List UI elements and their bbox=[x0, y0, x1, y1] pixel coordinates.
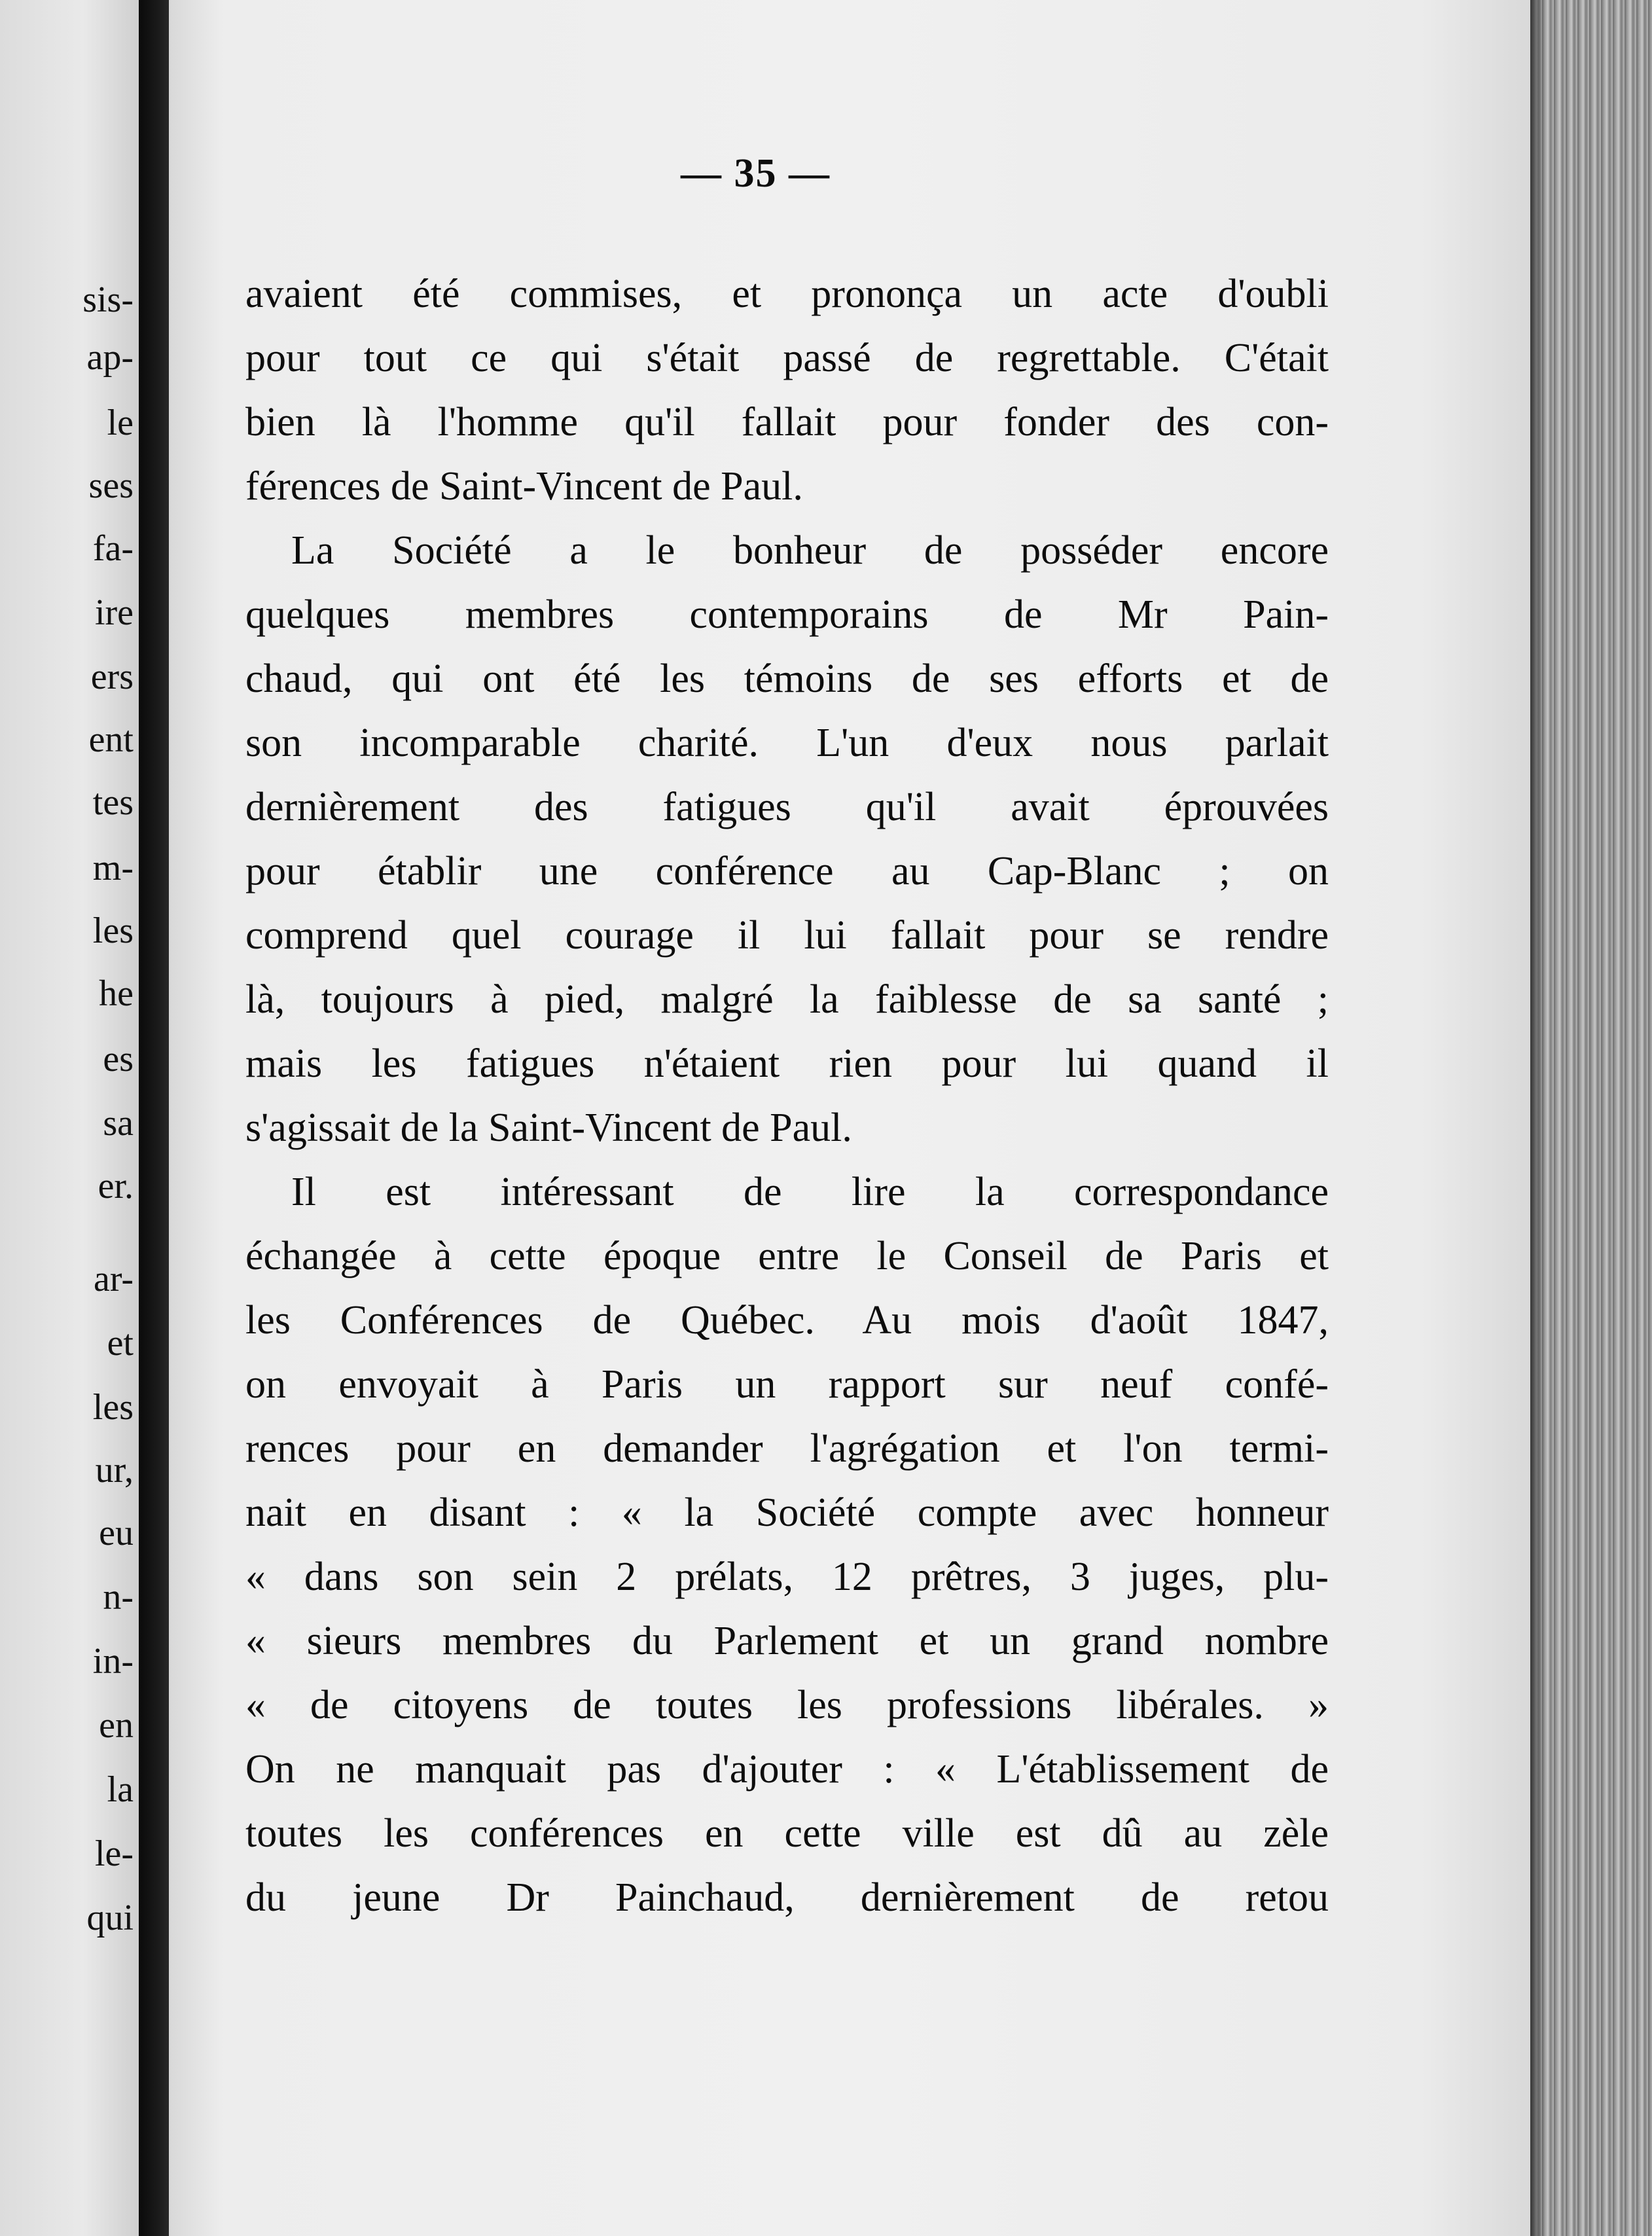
left-fragment: et bbox=[107, 1323, 134, 1363]
text-line: quelques membres contemporains de Mr Pain- bbox=[245, 592, 1329, 637]
text-line: « sieurs membres du Parlement et un grand nombre bbox=[245, 1619, 1329, 1663]
text-line: dernièrement des fatigues qu'il avait éprouvées bbox=[245, 785, 1329, 829]
text-line: chaud, qui ont été les témoins de ses efforts et de bbox=[245, 657, 1329, 701]
body-text bbox=[245, 262, 1329, 1930]
left-fragment: le bbox=[107, 403, 134, 443]
left-fragment: tes bbox=[92, 782, 134, 823]
left-fragment: ur, bbox=[95, 1450, 134, 1490]
page-edges bbox=[1530, 0, 1652, 2236]
text-line: « de citoyens de toutes les professions libérales. » bbox=[245, 1683, 1329, 1727]
page-edge-shadow bbox=[1530, 0, 1545, 2236]
text-line: avaient été commises, et prononça un acte d'oubli bbox=[245, 272, 1329, 316]
left-fragment: n- bbox=[103, 1577, 134, 1617]
left-fragment: les bbox=[92, 911, 134, 951]
page-number: — 35 — bbox=[681, 151, 831, 196]
text-line: échangée à cette époque entre le Conseil de Paris et bbox=[245, 1234, 1329, 1278]
left-fragment: ap- bbox=[86, 337, 134, 378]
left-fragment: sis- bbox=[82, 280, 134, 320]
left-fragment: les bbox=[92, 1387, 134, 1428]
left-fragment: la bbox=[107, 1769, 134, 1810]
left-fragment: ers bbox=[90, 657, 134, 697]
left-fragment: qui bbox=[86, 1898, 134, 1938]
left-fragment: ent bbox=[88, 719, 134, 760]
left-page-text-fragments bbox=[0, 0, 139, 2236]
text-line: pour tout ce qui s'était passé de regrettable. C'était bbox=[245, 336, 1329, 380]
left-fragment: en bbox=[99, 1705, 134, 1746]
left-fragment: he bbox=[99, 973, 134, 1014]
text-line: « dans son sein 2 prélats, 12 prêtres, 3 juges, plu- bbox=[245, 1555, 1329, 1599]
text-line: du jeune Dr Painchaud, dernièrement de retou bbox=[245, 1875, 1329, 1920]
text-line: comprend quel courage il lui fallait pour se rendre bbox=[245, 913, 1329, 958]
text-line: La Société a le bonheur de posséder encore bbox=[291, 528, 1329, 573]
book-gutter bbox=[139, 0, 170, 2236]
text-line: bien là l'homme qu'il fallait pour fonder des con- bbox=[245, 400, 1329, 444]
text-line: là, toujours à pied, malgré la faiblesse de sa santé ; bbox=[245, 977, 1329, 1022]
left-fragment: ses bbox=[88, 465, 134, 506]
text-line: les Conférences de Québec. Au mois d'août 1847, bbox=[245, 1298, 1329, 1343]
text-line: férences de Saint-Vincent de Paul. bbox=[245, 464, 803, 509]
left-fragment: ire bbox=[94, 592, 134, 633]
left-fragment: ar- bbox=[93, 1259, 134, 1299]
left-fragment: es bbox=[103, 1039, 134, 1079]
text-line: mais les fatigues n'étaient rien pour lui quand il bbox=[245, 1041, 1329, 1086]
left-fragment: sa bbox=[103, 1103, 134, 1144]
text-line: s'agissait de la Saint-Vincent de Paul. bbox=[245, 1106, 852, 1150]
text-line: son incomparable charité. L'un d'eux nous parlait bbox=[245, 721, 1329, 765]
left-fragment: er. bbox=[98, 1166, 134, 1206]
text-line: On ne manquait pas d'ajouter : « L'établissement de bbox=[245, 1747, 1329, 1792]
left-fragment: fa- bbox=[92, 528, 134, 569]
text-line: pour établir une conférence au Cap-Blanc ; on bbox=[245, 849, 1329, 893]
text-line: rences pour en demander l'agrégation et l'on termi- bbox=[245, 1426, 1329, 1471]
text-line: nait en disant : « la Société compte avec honneur bbox=[245, 1490, 1329, 1535]
left-fragment: in- bbox=[92, 1641, 134, 1682]
text-line: Il est intéressant de lire la correspondance bbox=[291, 1170, 1329, 1214]
left-fragment: m- bbox=[92, 848, 134, 888]
left-facing-page bbox=[0, 0, 139, 2236]
left-fragment: eu bbox=[99, 1513, 134, 1553]
left-fragment: le- bbox=[94, 1833, 134, 1874]
text-line: on envoyait à Paris un rapport sur neuf confé- bbox=[245, 1362, 1329, 1407]
text-line: toutes les conférences en cette ville est dû au zèle bbox=[245, 1811, 1329, 1856]
